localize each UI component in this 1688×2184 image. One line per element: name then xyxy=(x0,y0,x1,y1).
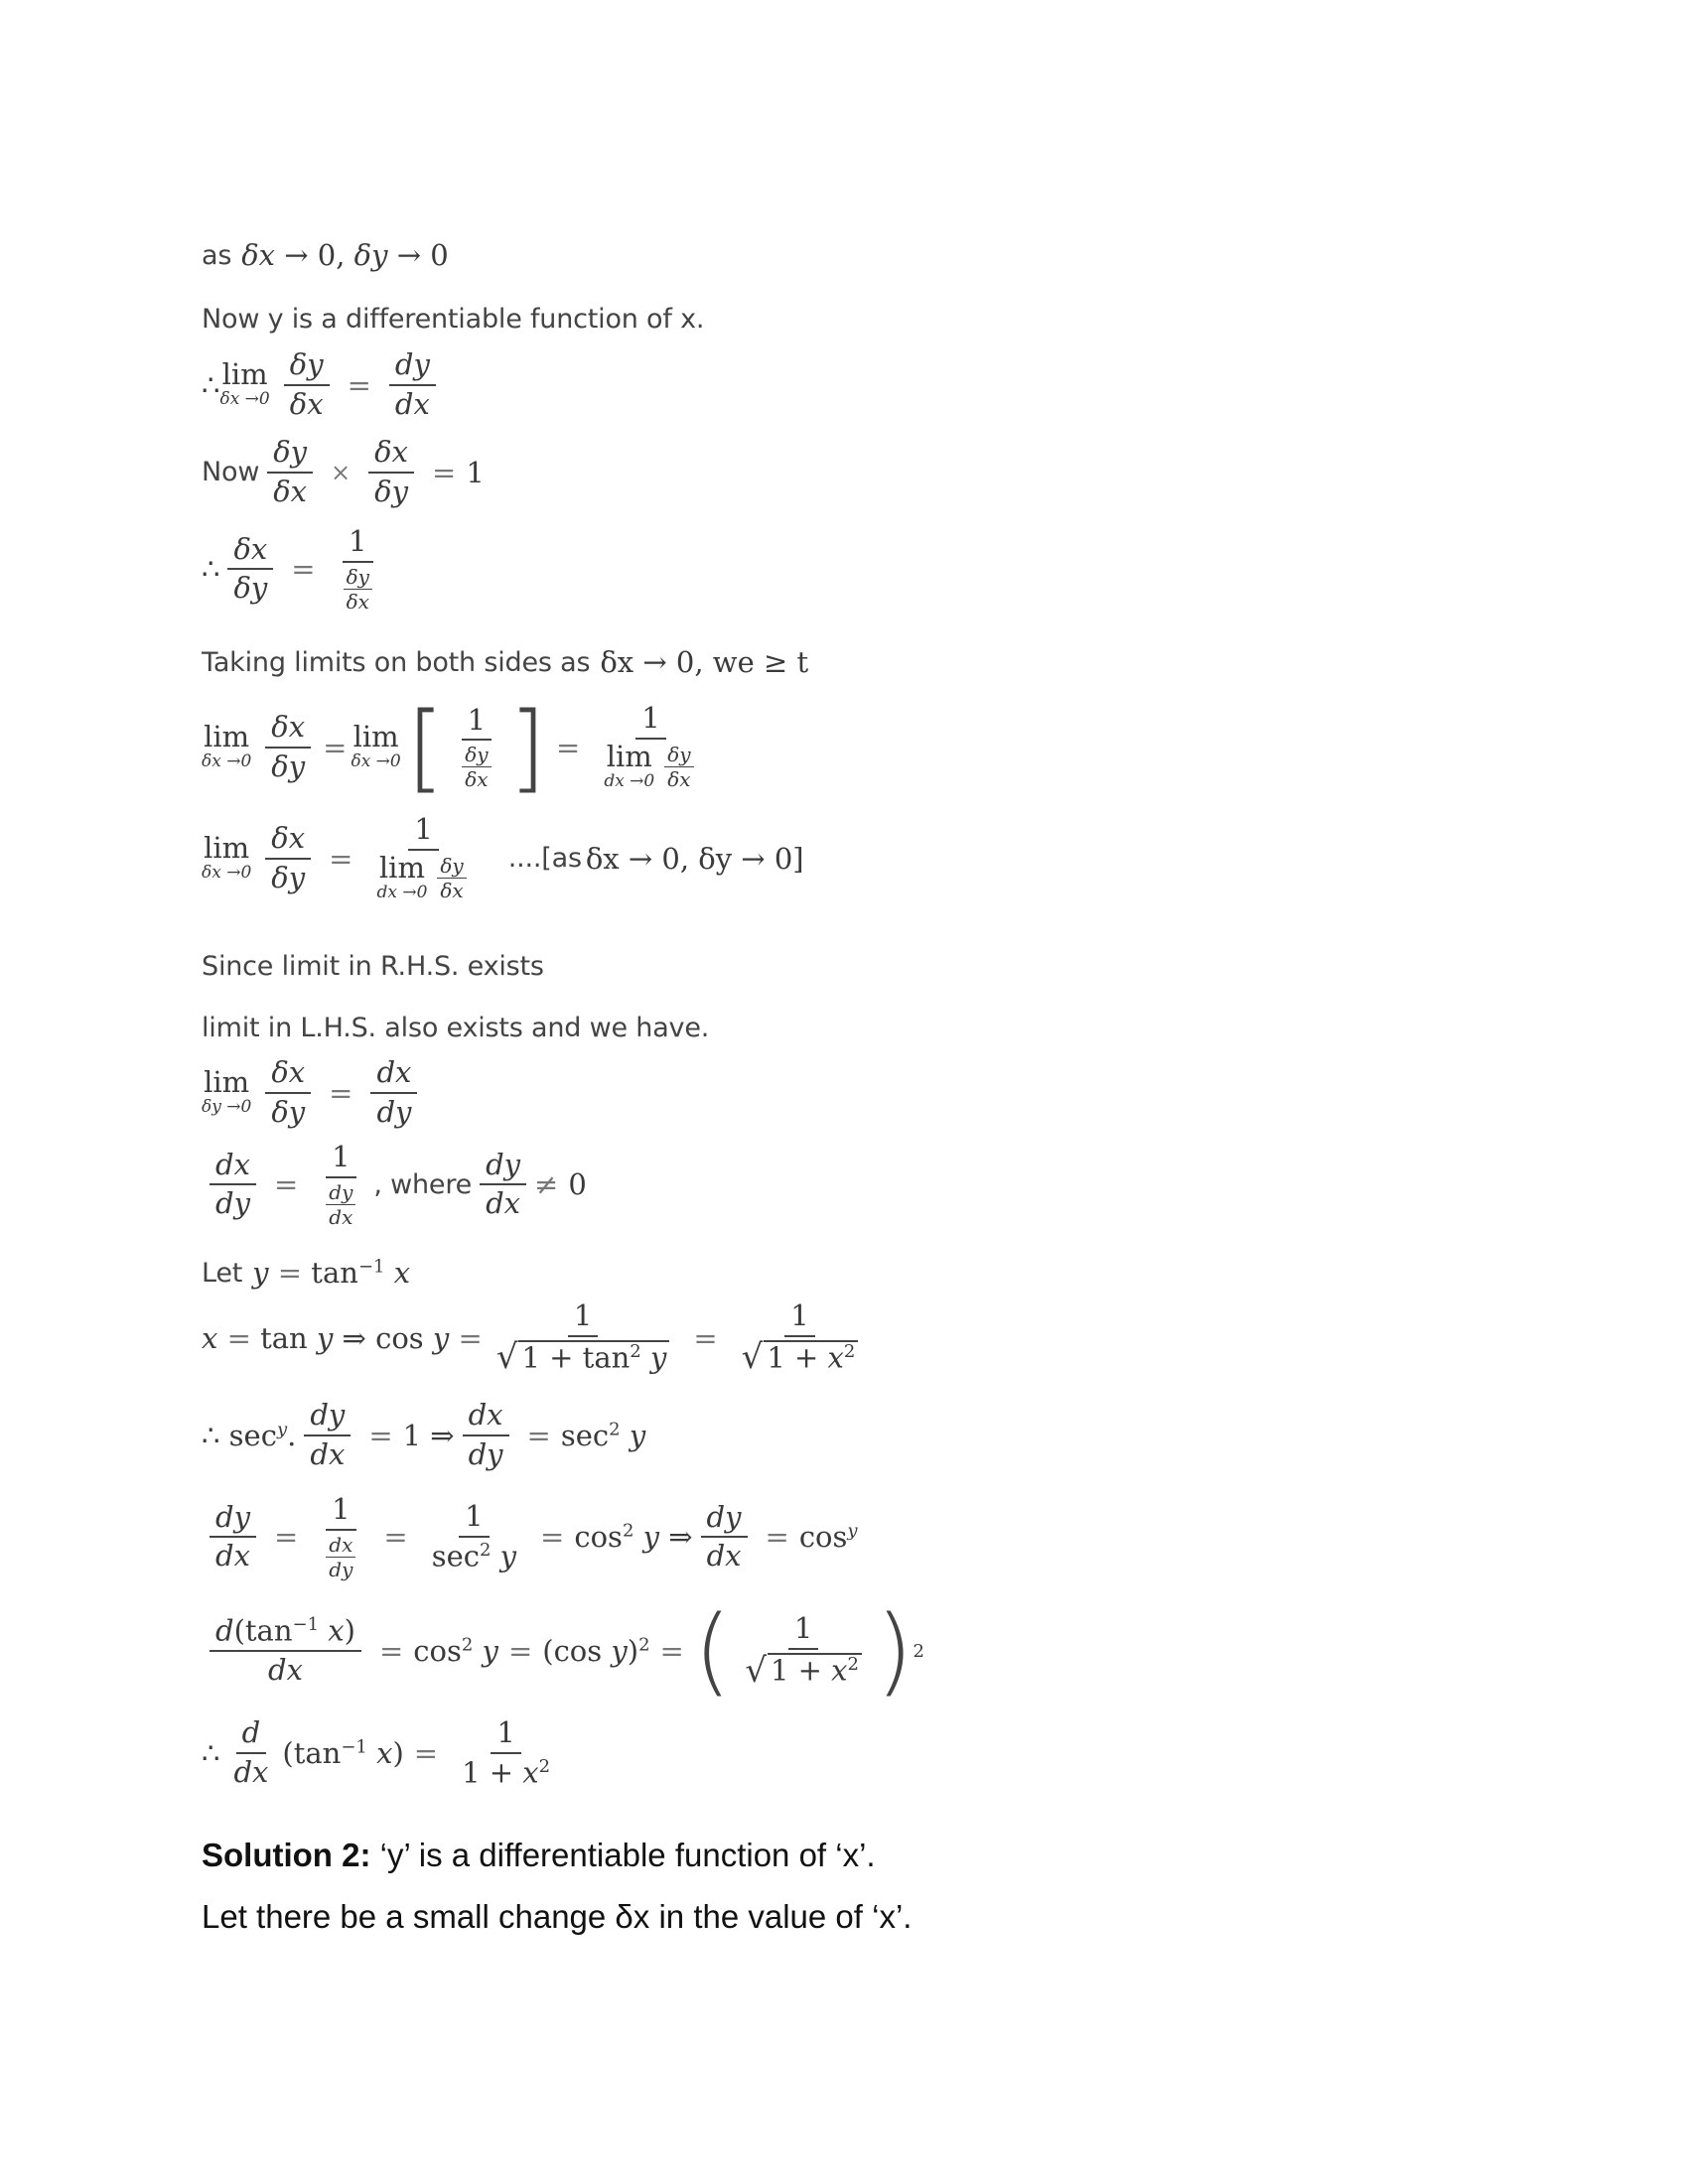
text-now: Now xyxy=(202,457,260,488)
equation-tan-cos: x = tan y ⇒ cos y = 1 √ $1 + \tan^2 y$ = 1 √ $1 + x^2$ xyxy=(202,1300,872,1375)
fraction-d-dx: $\frac{d}{dx}$ xyxy=(233,1715,269,1790)
equation-product-one: Now $\frac{\delta y}{\delta x}$ × $\frac{\delta x}{\delta y}$ = 1 xyxy=(202,435,485,508)
text-let: Let xyxy=(202,1257,243,1289)
text-taking-limits: Taking limits on both sides as xyxy=(202,646,591,678)
fraction-one-over-sqrt-tan: 1 √ $1 + \tan^2 y$ xyxy=(491,1300,676,1375)
fraction-one-over-dydx: $\frac{1}{\frac{\delta y}{\delta x}}$ xyxy=(334,526,382,613)
fraction-one-over-one-plus-x2: $\frac{1}{1 + x^2}$ xyxy=(462,1715,551,1790)
lim-operator-3: lim δx →0 xyxy=(351,720,401,772)
fraction-one-over-dxdy: $\frac{1}{\frac{dx}{dy}}$ xyxy=(316,1494,365,1580)
fraction-dx-dy-lim-2: $\frac{\delta x}{\delta y}$ xyxy=(265,823,311,894)
equation-cos-squared: $\frac{dy}{dx}$ = $\frac{1}{\frac{dx}{dy}}$ = $\frac{1}{\sec^2 y}$ = $\cos^2 y$ ⇒ $\frac{dy}{dx}$ = $\cos^y$ xyxy=(202,1494,858,1580)
fraction-one-over-lim-2: 1 lim dx →0 $\frac{\delta y}{\delta x}$ xyxy=(370,814,476,902)
fraction-one-over-sqrt-x: 1 √ $1 + x^2$ xyxy=(736,1300,865,1375)
line-taking-limits xyxy=(202,645,808,679)
solution-2-label: Solution 2: xyxy=(202,1837,371,1873)
fraction-dx-dy-3: $\frac{dx}{dy}$ xyxy=(463,1400,509,1471)
lim-operator-4: lim δx →0 xyxy=(202,830,252,883)
fraction-dx-dy-derivative: $\frac{dx}{dy}$ xyxy=(370,1057,417,1129)
fraction-one-over-sec: $\frac{1}{\sec^2 y}$ xyxy=(431,1499,517,1573)
equation-limits-note: lim δx →0 $\frac{\delta x}{\delta y}$ = 1 lim dx →0 $\frac{\delta y}{\delta x}$ ....[as δx → 0, δy → 0] xyxy=(202,812,804,903)
equation-sec: ∴ $\sec^y$. $\frac{dy}{dx}$ = 1 ⇒ $\frac{dx}{dy}$ = $\sec^2 y$ xyxy=(202,1398,646,1471)
fraction-dy-dx-small: $\frac{\delta y}{\delta x}$ xyxy=(267,437,313,508)
therefore-symbol: ∴ xyxy=(202,367,220,402)
fraction-one-over-dy-dx: $\frac{1}{\frac{dy}{dx}}$ xyxy=(316,1142,365,1228)
solution-2-text: ‘y’ is a differentiable function of ‘x’. xyxy=(370,1837,876,1873)
fraction-dy-dx-2: $\frac{dy}{dx}$ xyxy=(480,1150,526,1221)
math-taking-limits: δx → 0, we ≥ t xyxy=(600,645,809,679)
lim-operator: lim δx →0 xyxy=(219,357,270,410)
fraction-dx-dy-small: $\frac{\delta x}{\delta y}$ xyxy=(368,437,414,508)
equation-reciprocal: ∴ $\frac{\delta x}{\delta y}$ = $\frac{1}{\frac{\delta y}{\delta x}}$ xyxy=(202,526,390,613)
text-where: , where xyxy=(373,1168,473,1200)
fraction-dx-over-dy: $\frac{\delta x}{\delta y}$ xyxy=(227,534,273,606)
equation-d-tan-inverse: $\frac{d(\tan^{-1} x)}{dx}$ = $\cos^2 y$ = (cos y)$^2$ = ( 1 √ $1 + x^2$ ) 2 xyxy=(202,1603,924,1699)
math-let-y: $y = \tan^{-1} x$ xyxy=(252,1256,411,1290)
fraction-one-over-lim: 1 lim dx →0 $\frac{\delta y}{\delta x}$ xyxy=(598,703,703,791)
math-note: δx → 0, δy → 0] xyxy=(585,841,804,876)
fraction-dy-dx-4: $\frac{dy}{dx}$ xyxy=(210,1502,256,1573)
lim-operator-5: lim δy →0 xyxy=(202,1065,252,1118)
equation-limits-bracket: lim δx →0 $\frac{\delta x}{\delta y}$ = lim δx →0 [ $\frac{1}{\frac{\delta y}{\delta x}}$ ] = 1 lim dx →0 $\frac{\delta y}{\delta x}$ xyxy=(202,700,712,795)
math-x-tan-y: x = tan y ⇒ cos y = xyxy=(202,1320,483,1355)
lim-operator-2: lim δx →0 xyxy=(202,720,252,772)
fraction-dy-dx-5: $\frac{dy}{dx}$ xyxy=(701,1502,748,1573)
line-let-y xyxy=(202,1256,410,1290)
equation-lim-dy-dx: ∴ lim δx →0 $\frac{\delta y}{\delta x}$ = $\frac{dy}{dx}$ xyxy=(202,349,444,421)
line-limit-lhs: limit in L.H.S. also exists and we have. xyxy=(202,1013,710,1043)
line-since-limit: Since limit in R.H.S. exists xyxy=(202,951,544,982)
solution-2-line-2: Let there be a small change δx in the value of ‘x’. xyxy=(202,1898,913,1935)
equation-dx-dy-where: $\frac{dx}{dy}$ = $\frac{1}{\frac{dy}{dx}}$ , where $\frac{dy}{dx}$ ≠ 0 xyxy=(202,1142,587,1228)
text-note: ....[as xyxy=(507,843,582,875)
therefore-symbol-3: ∴ xyxy=(202,1736,220,1771)
equation-final-derivative: ∴ $\frac{d}{dx}$ ($\tan^{-1}$ x) = $\frac{1}{1 + x^2}$ xyxy=(202,1717,564,1789)
fraction-d-tan-inv-dx: $\frac{d(\tan^{-1} x)}{dx}$ xyxy=(210,1615,361,1687)
fraction-bracket-inner: $\frac{1}{\frac{\delta y}{\delta x}}$ xyxy=(452,705,500,791)
line-as-dx-tends-zero xyxy=(202,238,449,272)
line-differentiable: Now y is a differentiable function of x. xyxy=(202,304,705,335)
fraction-dx-dy-lim-3: $\frac{\delta x}{\delta y}$ xyxy=(265,1057,311,1129)
fraction-one-over-sqrt-x-2: 1 √ $1 + x^2$ xyxy=(739,1613,868,1688)
therefore-symbol-2: ∴ xyxy=(202,552,220,587)
fraction-dy-over-dx: $\frac{\delta y}{\delta x}$ xyxy=(284,349,330,421)
text-as: as xyxy=(202,239,232,271)
solution-2-line-1 xyxy=(202,1837,876,1874)
fraction-dy-dx: $\frac{dy}{dx}$ xyxy=(389,349,436,421)
equation-lim-dx-dy: lim δy →0 $\frac{\delta x}{\delta y}$ = $\frac{dx}{dy}$ xyxy=(202,1057,425,1129)
fraction-dy-dx-3: $\frac{dy}{dx}$ xyxy=(304,1400,351,1471)
math-sec-y: ∴ $\sec^y$. xyxy=(202,1418,297,1452)
fraction-dx-dy-2: $\frac{dx}{dy}$ xyxy=(210,1150,256,1221)
math-dx-dy-tend-zero: δx → 0, δy → 0 xyxy=(241,238,449,272)
fraction-dx-dy-lim: $\frac{\delta x}{\delta y}$ xyxy=(265,712,311,783)
